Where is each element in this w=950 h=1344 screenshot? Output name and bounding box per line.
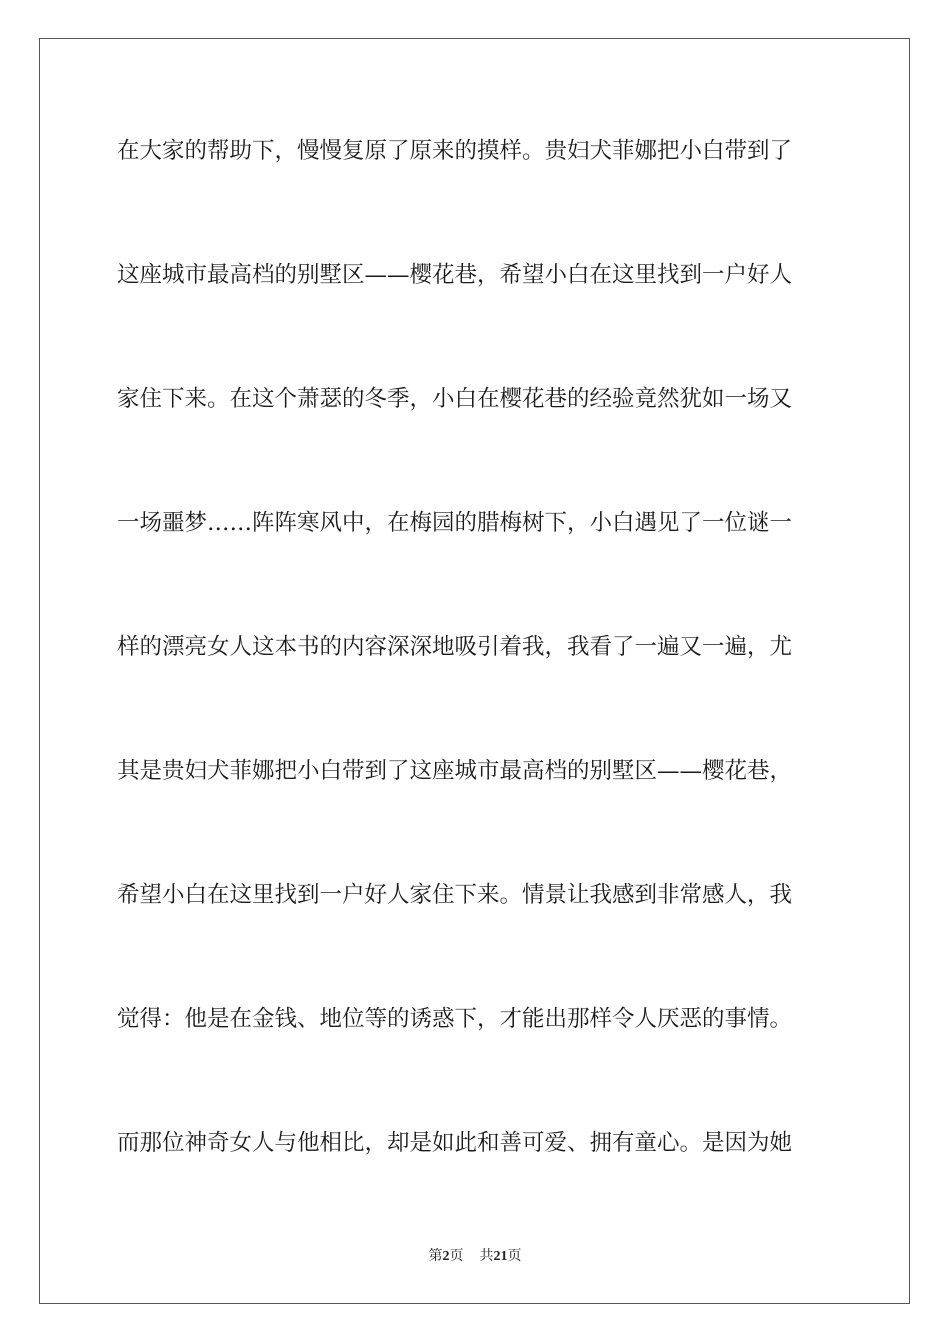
text-line-3: 家住下来。在这个萧瑟的冬季，小白在樱花巷的经验竟然犹如一场又 bbox=[117, 386, 793, 412]
total-suffix: 页 bbox=[507, 1248, 522, 1264]
page-prefix: 第 bbox=[428, 1248, 443, 1264]
text-line-8: 觉得：他是在金钱、地位等的诱惑下，才能出那样令人厌恶的事情。 bbox=[117, 1006, 793, 1032]
total-pages: 21 bbox=[493, 1249, 508, 1264]
page-number: 2 bbox=[442, 1249, 450, 1264]
text-line-2: 这座城市最高档的别墅区——樱花巷，希望小白在这里找到一户好人 bbox=[117, 262, 793, 288]
text-line-4: 一场噩梦……阵阵寒风中，在梅园的腊梅树下，小白遇见了一位谜一 bbox=[117, 510, 793, 536]
page-suffix: 页 bbox=[449, 1248, 464, 1264]
total-prefix: 共 bbox=[479, 1248, 494, 1264]
text-line-5: 样的漂亮女人这本书的内容深深地吸引着我，我看了一遍又一遍，尤 bbox=[117, 634, 793, 660]
document-body bbox=[117, 124, 833, 1240]
text-line-9: 而那位神奇女人与他相比，却是如此和善可爱、拥有童心。是因为她 bbox=[117, 1130, 793, 1156]
text-line-1: 在大家的帮助下，慢慢复原了原来的摸样。贵妇犬菲娜把小白带到了 bbox=[117, 138, 793, 164]
text-line-6: 其是贵妇犬菲娜把小白带到了这座城市最高档的别墅区——樱花巷， bbox=[117, 758, 793, 784]
page-footer bbox=[0, 1246, 950, 1267]
text-line-7: 希望小白在这里找到一户好人家住下来。情景让我感到非常感人，我 bbox=[117, 882, 793, 908]
